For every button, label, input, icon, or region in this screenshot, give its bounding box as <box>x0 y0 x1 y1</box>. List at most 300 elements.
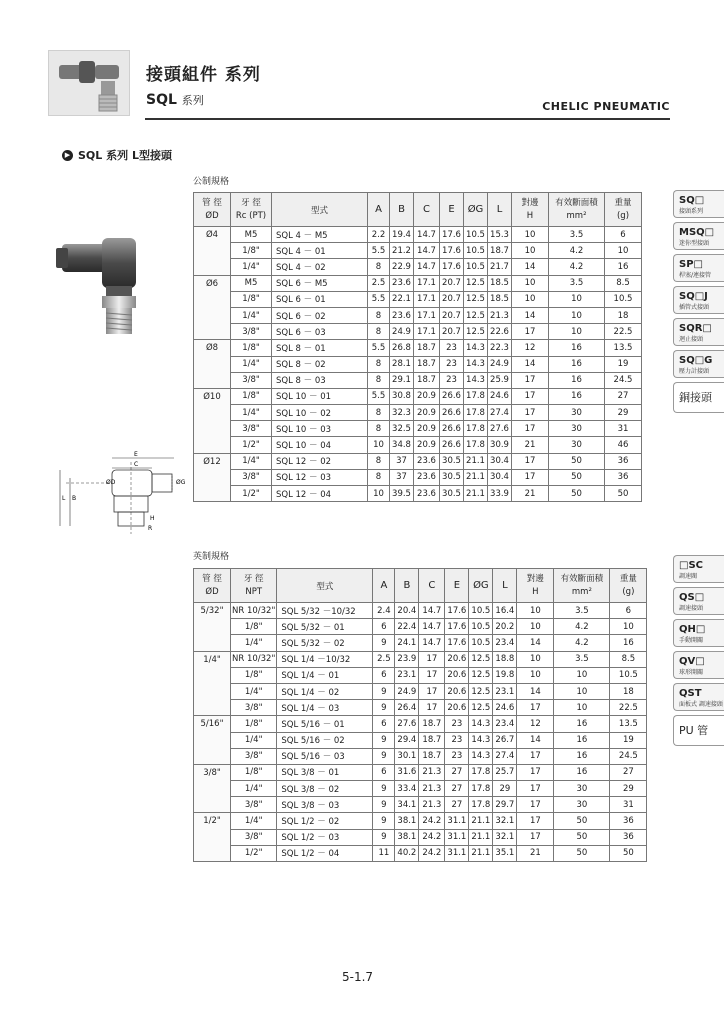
cell-weight: 8.5 <box>605 275 642 291</box>
cell-og: 21.1 <box>464 486 488 502</box>
header-thread: 牙 徑 NPT <box>231 569 277 603</box>
cell-thread: 1/8" <box>231 619 277 635</box>
side-nav-item[interactable] <box>673 651 724 679</box>
cell-l: 16.4 <box>493 603 517 619</box>
cell-weight: 29 <box>605 405 642 421</box>
cell-l: 24.6 <box>493 700 517 716</box>
header-og: ØG <box>464 193 488 227</box>
cell-e: 17.6 <box>440 227 464 243</box>
table-row <box>194 700 647 716</box>
cell-hex: 17 <box>517 781 554 797</box>
cell-model: SQL 6 － 01 <box>272 291 368 307</box>
table-row <box>194 227 642 243</box>
cell-hex: 14 <box>512 307 549 323</box>
cell-model: SQL 5/32 －10/32 <box>277 603 373 619</box>
cell-hex: 17 <box>512 453 549 469</box>
cell-area: 50 <box>554 813 610 829</box>
cell-b: 26.8 <box>390 340 414 356</box>
cell-l: 21.3 <box>488 307 512 323</box>
dim-label-b: B <box>72 495 77 502</box>
table-row <box>194 732 647 748</box>
table-row <box>194 324 642 340</box>
cell-model: SQL 4 － 01 <box>272 243 368 259</box>
side-nav-code: QH□ <box>679 624 706 635</box>
cell-e: 20.6 <box>445 683 469 699</box>
cell-a: 9 <box>373 683 395 699</box>
table-row <box>194 764 647 780</box>
cell-area: 3.5 <box>554 603 610 619</box>
cell-b: 24.9 <box>395 683 419 699</box>
cell-l: 25.9 <box>488 372 512 388</box>
cell-hex: 17 <box>512 421 549 437</box>
cell-a: 2.5 <box>368 275 390 291</box>
cell-thread: 1/8" <box>231 764 277 780</box>
cell-thread: NR 10/32" <box>231 651 277 667</box>
cell-weight: 27 <box>610 764 647 780</box>
table-row <box>194 603 647 619</box>
cell-model: SQL 5/32 － 01 <box>277 619 373 635</box>
cell-l: 15.3 <box>488 227 512 243</box>
cell-l: 29.7 <box>493 797 517 813</box>
cell-a: 9 <box>373 829 395 845</box>
cell-weight: 36 <box>610 813 647 829</box>
cell-thread: 1/4" <box>231 683 277 699</box>
cell-c: 17 <box>419 667 445 683</box>
cell-od: 1/4" <box>194 651 231 716</box>
side-nav-top <box>673 190 724 417</box>
cell-hex: 10 <box>512 243 549 259</box>
table-row <box>194 651 647 667</box>
side-nav-code: QS□ <box>679 592 705 603</box>
cell-b: 28.1 <box>390 356 414 372</box>
cell-b: 23.6 <box>390 307 414 323</box>
cell-hex: 14 <box>517 732 554 748</box>
side-nav-code: MSQ□ <box>679 227 715 238</box>
cell-area: 10 <box>549 307 605 323</box>
cell-e: 27 <box>445 781 469 797</box>
cell-c: 14.7 <box>414 243 440 259</box>
table-row <box>194 421 642 437</box>
cell-model: SQL 1/2 － 02 <box>277 813 373 829</box>
table-row <box>194 259 642 275</box>
cell-model: SQL 1/4 － 02 <box>277 683 373 699</box>
imperial-table-body <box>194 603 647 862</box>
cell-weight: 18 <box>610 683 647 699</box>
cell-c: 20.9 <box>414 421 440 437</box>
cell-model: SQL 1/2 － 04 <box>277 845 373 861</box>
cell-od: Ø6 <box>194 275 231 340</box>
cell-b: 19.4 <box>390 227 414 243</box>
cell-a: 5.5 <box>368 388 390 404</box>
header-l: L <box>493 569 517 603</box>
cell-thread: 1/4" <box>231 813 277 829</box>
cell-thread: 1/4" <box>231 732 277 748</box>
cell-og: 17.8 <box>469 764 493 780</box>
header-model: 型式 <box>277 569 373 603</box>
cell-og: 12.5 <box>469 667 493 683</box>
cell-area: 50 <box>554 845 610 861</box>
cell-weight: 10.5 <box>605 291 642 307</box>
cell-thread: 1/4" <box>231 259 272 275</box>
cell-area: 4.2 <box>554 635 610 651</box>
cell-area: 10 <box>554 700 610 716</box>
cell-area: 16 <box>554 716 610 732</box>
cell-b: 29.1 <box>390 372 414 388</box>
cell-hex: 12 <box>512 340 549 356</box>
cell-c: 18.7 <box>419 716 445 732</box>
side-nav-item[interactable] <box>673 715 724 746</box>
side-nav-label: 調速接頭 <box>679 605 704 612</box>
cell-weight: 19 <box>610 732 647 748</box>
cell-thread: 1/8" <box>231 388 272 404</box>
cell-c: 23.6 <box>414 453 440 469</box>
cell-od: 1/2" <box>194 813 231 862</box>
cell-hex: 17 <box>517 764 554 780</box>
cell-e: 17.6 <box>445 619 469 635</box>
cell-l: 33.9 <box>488 486 512 502</box>
cell-og: 14.3 <box>469 732 493 748</box>
table-row <box>194 307 642 323</box>
cell-a: 5.5 <box>368 243 390 259</box>
cell-e: 23 <box>445 748 469 764</box>
cell-od: Ø8 <box>194 340 231 389</box>
cell-weight: 10 <box>610 619 647 635</box>
cell-a: 6 <box>373 716 395 732</box>
cell-c: 18.7 <box>414 340 440 356</box>
cell-hex: 21 <box>512 437 549 453</box>
cell-og: 17.8 <box>464 388 488 404</box>
cell-l: 30.4 <box>488 469 512 485</box>
cell-a: 9 <box>373 797 395 813</box>
cell-area: 16 <box>549 340 605 356</box>
cell-area: 3.5 <box>549 227 605 243</box>
table-row <box>194 781 647 797</box>
cell-model: SQL 5/32 － 02 <box>277 635 373 651</box>
cell-l: 18.5 <box>488 275 512 291</box>
dim-label-l: L <box>62 495 66 502</box>
cell-thread: 1/8" <box>231 291 272 307</box>
cell-og: 12.5 <box>464 324 488 340</box>
table-row <box>194 619 647 635</box>
cell-c: 21.3 <box>419 781 445 797</box>
table-row <box>194 453 642 469</box>
cell-c: 17 <box>419 700 445 716</box>
cell-thread: M5 <box>231 227 272 243</box>
side-nav-label: 迷你型接頭 <box>679 240 710 247</box>
cell-area: 16 <box>554 764 610 780</box>
cell-hex: 17 <box>517 829 554 845</box>
cell-thread: NR 10/32" <box>231 603 277 619</box>
cell-model: SQL 3/8 － 02 <box>277 781 373 797</box>
cell-l: 24.6 <box>488 388 512 404</box>
cell-hex: 10 <box>512 227 549 243</box>
cell-l: 18.8 <box>493 651 517 667</box>
cell-area: 30 <box>554 781 610 797</box>
cell-a: 10 <box>368 437 390 453</box>
cell-og: 14.3 <box>469 748 493 764</box>
cell-c: 14.7 <box>414 259 440 275</box>
cell-area: 10 <box>554 683 610 699</box>
imperial-spec-label: 英制規格 <box>193 552 230 562</box>
cell-c: 17 <box>419 683 445 699</box>
page-title: 接頭組件 系列 <box>146 65 261 85</box>
cell-a: 6 <box>373 619 395 635</box>
cell-og: 17.8 <box>464 421 488 437</box>
cell-e: 27 <box>445 764 469 780</box>
side-nav-code: □SC <box>679 560 703 571</box>
cell-a: 8 <box>368 372 390 388</box>
cell-model: SQL 1/4 － 03 <box>277 700 373 716</box>
cell-area: 50 <box>549 453 605 469</box>
side-nav-label: 調速閥 <box>679 573 698 580</box>
cell-b: 20.4 <box>395 603 419 619</box>
cell-hex: 14 <box>512 259 549 275</box>
side-nav-item[interactable] <box>673 286 724 314</box>
cell-weight: 36 <box>610 829 647 845</box>
cell-a: 2.4 <box>373 603 395 619</box>
side-nav-code: SQ□G <box>679 355 713 366</box>
cell-area: 10 <box>554 667 610 683</box>
cell-thread: 1/8" <box>231 667 277 683</box>
cell-weight: 46 <box>605 437 642 453</box>
table-row <box>194 845 647 861</box>
cell-thread: 3/8" <box>231 372 272 388</box>
cell-thread: 3/8" <box>231 324 272 340</box>
cell-og: 17.8 <box>469 797 493 813</box>
cell-od: 3/8" <box>194 764 231 813</box>
side-nav-item[interactable] <box>673 190 724 218</box>
cell-hex: 21 <box>517 845 554 861</box>
side-nav-code: SQ□J <box>679 291 708 302</box>
cell-l: 30.4 <box>488 453 512 469</box>
cell-l: 35.1 <box>493 845 517 861</box>
cell-weight: 19 <box>605 356 642 372</box>
cell-model: SQL 10 － 03 <box>272 421 368 437</box>
cell-l: 29 <box>493 781 517 797</box>
cell-b: 22.9 <box>390 259 414 275</box>
cell-b: 24.9 <box>390 324 414 340</box>
metric-spec-label: 公制規格 <box>193 177 230 187</box>
table-row <box>194 372 642 388</box>
cell-c: 17 <box>419 651 445 667</box>
side-nav-item[interactable] <box>673 350 724 378</box>
cell-og: 12.5 <box>469 683 493 699</box>
cell-area: 30 <box>549 405 605 421</box>
table-row <box>194 469 642 485</box>
cell-od: 5/16" <box>194 716 231 765</box>
cell-l: 18.7 <box>488 243 512 259</box>
dimension-drawing-icon <box>50 448 186 536</box>
side-nav-item[interactable] <box>673 587 724 615</box>
cell-b: 37 <box>390 469 414 485</box>
cell-model: SQL 5/16 － 02 <box>277 732 373 748</box>
cell-og: 10.5 <box>464 227 488 243</box>
dim-label-h: H <box>150 515 155 522</box>
cell-b: 34.1 <box>395 797 419 813</box>
cell-e: 30.5 <box>440 469 464 485</box>
cell-area: 16 <box>549 388 605 404</box>
side-nav-code: SQR□ <box>679 323 712 334</box>
cell-weight: 50 <box>605 486 642 502</box>
cell-hex: 10 <box>517 603 554 619</box>
cell-a: 8 <box>368 307 390 323</box>
cell-e: 23 <box>445 716 469 732</box>
cell-c: 14.7 <box>419 603 445 619</box>
cell-og: 21.1 <box>469 845 493 861</box>
cell-b: 22.4 <box>395 619 419 635</box>
cell-e: 26.6 <box>440 437 464 453</box>
cell-l: 27.4 <box>488 405 512 421</box>
cell-weight: 22.5 <box>605 324 642 340</box>
cell-og: 17.8 <box>469 781 493 797</box>
header-a: A <box>373 569 395 603</box>
side-nav-item[interactable] <box>673 683 724 711</box>
cell-e: 20.7 <box>440 324 464 340</box>
play-bullet-icon: ▶ <box>62 150 73 161</box>
cell-og: 10.5 <box>469 619 493 635</box>
header-area: 有效斷面積 mm² <box>554 569 610 603</box>
table-row <box>194 388 642 404</box>
cell-hex: 10 <box>517 619 554 635</box>
page-subtitle <box>146 92 204 108</box>
product-thumbnail <box>48 50 130 116</box>
metric-table-body <box>194 227 642 502</box>
cell-b: 39.5 <box>390 486 414 502</box>
header-od: 管 徑 ØD <box>194 193 231 227</box>
table-row <box>194 813 647 829</box>
product-photo <box>56 230 152 340</box>
side-nav-label: 壓力計接頭 <box>679 368 710 375</box>
cell-e: 20.6 <box>445 651 469 667</box>
cell-e: 17.6 <box>440 243 464 259</box>
cell-e: 23 <box>440 356 464 372</box>
side-nav-item[interactable] <box>673 619 724 647</box>
cell-l: 26.7 <box>493 732 517 748</box>
cell-weight: 50 <box>610 845 647 861</box>
cell-area: 30 <box>549 437 605 453</box>
cell-b: 30.1 <box>395 748 419 764</box>
cell-a: 10 <box>368 486 390 502</box>
cell-c: 24.2 <box>419 813 445 829</box>
cell-a: 9 <box>373 813 395 829</box>
cell-weight: 10.5 <box>610 667 647 683</box>
brand-name: CHELIC PNEUMATIC <box>542 100 670 113</box>
side-nav-label: 手動開關 <box>679 637 704 644</box>
cell-e: 17.6 <box>445 635 469 651</box>
cell-og: 21.1 <box>464 453 488 469</box>
cell-weight: 29 <box>610 781 647 797</box>
cell-og: 14.3 <box>464 356 488 372</box>
cell-area: 3.5 <box>554 651 610 667</box>
cell-hex: 17 <box>517 748 554 764</box>
side-nav-code: QST <box>679 688 702 699</box>
series-code: SQL <box>146 92 177 108</box>
cell-hex: 10 <box>512 275 549 291</box>
side-nav-code: SP□ <box>679 259 703 270</box>
cell-b: 40.2 <box>395 845 419 861</box>
cell-e: 23 <box>440 340 464 356</box>
side-nav-label: 面板式 調速接頭 <box>679 701 723 708</box>
cell-e: 23 <box>445 732 469 748</box>
cell-c: 20.9 <box>414 405 440 421</box>
cell-l: 22.6 <box>488 324 512 340</box>
cell-l: 27.4 <box>493 748 517 764</box>
cell-thread: 1/2" <box>231 845 277 861</box>
section-title-text: SQL 系列 L型接頭 <box>78 149 172 162</box>
cell-a: 11 <box>373 845 395 861</box>
imperial-spec-table <box>193 568 647 862</box>
cell-od: Ø4 <box>194 227 231 276</box>
dimension-drawing <box>50 448 186 536</box>
cell-a: 8 <box>368 405 390 421</box>
cell-hex: 14 <box>512 356 549 372</box>
metric-header-row <box>194 193 642 227</box>
side-nav-item[interactable] <box>673 222 724 250</box>
cell-hex: 17 <box>512 324 549 340</box>
cell-od: 5/32" <box>194 603 231 652</box>
side-nav-item[interactable] <box>673 318 724 346</box>
cell-weight: 13.5 <box>610 716 647 732</box>
cell-model: SQL 6 － 03 <box>272 324 368 340</box>
cell-thread: 1/8" <box>231 340 272 356</box>
cell-e: 20.7 <box>440 307 464 323</box>
fittings-thumbnail-icon <box>49 51 131 117</box>
cell-l: 27.6 <box>488 421 512 437</box>
table-row <box>194 356 642 372</box>
cell-e: 31.1 <box>445 845 469 861</box>
cell-l: 21.7 <box>488 259 512 275</box>
cell-e: 31.1 <box>445 813 469 829</box>
cell-hex: 17 <box>517 700 554 716</box>
header-e: E <box>445 569 469 603</box>
cell-hex: 17 <box>512 388 549 404</box>
cell-b: 22.1 <box>390 291 414 307</box>
side-nav-item[interactable] <box>673 382 724 413</box>
cell-a: 6 <box>373 667 395 683</box>
header-c: C <box>419 569 445 603</box>
cell-hex: 14 <box>517 635 554 651</box>
cell-e: 20.6 <box>445 700 469 716</box>
cell-a: 8 <box>368 259 390 275</box>
cell-b: 31.6 <box>395 764 419 780</box>
cell-c: 17.1 <box>414 291 440 307</box>
cell-thread: M5 <box>231 275 272 291</box>
cell-l: 22.3 <box>488 340 512 356</box>
cell-thread: 1/2" <box>231 437 272 453</box>
cell-c: 18.7 <box>419 732 445 748</box>
table-row <box>194 797 647 813</box>
header-divider <box>145 118 670 120</box>
dim-label-od: ØD <box>106 479 116 486</box>
cell-model: SQL 4 － 02 <box>272 259 368 275</box>
cell-area: 4.2 <box>549 259 605 275</box>
side-nav-bottom <box>673 555 724 750</box>
cell-area: 16 <box>554 748 610 764</box>
cell-e: 30.5 <box>440 486 464 502</box>
side-nav-label: 插管式接頭 <box>679 304 710 311</box>
side-nav-item[interactable] <box>673 254 724 282</box>
cell-l: 24.9 <box>488 356 512 372</box>
header-b: B <box>390 193 414 227</box>
side-nav-item[interactable] <box>673 555 724 583</box>
header-og: ØG <box>469 569 493 603</box>
cell-e: 20.7 <box>440 275 464 291</box>
cell-thread: 3/8" <box>231 829 277 845</box>
cell-c: 18.7 <box>414 372 440 388</box>
cell-model: SQL 1/4 － 01 <box>277 667 373 683</box>
cell-b: 29.4 <box>395 732 419 748</box>
cell-weight: 24.5 <box>610 748 647 764</box>
